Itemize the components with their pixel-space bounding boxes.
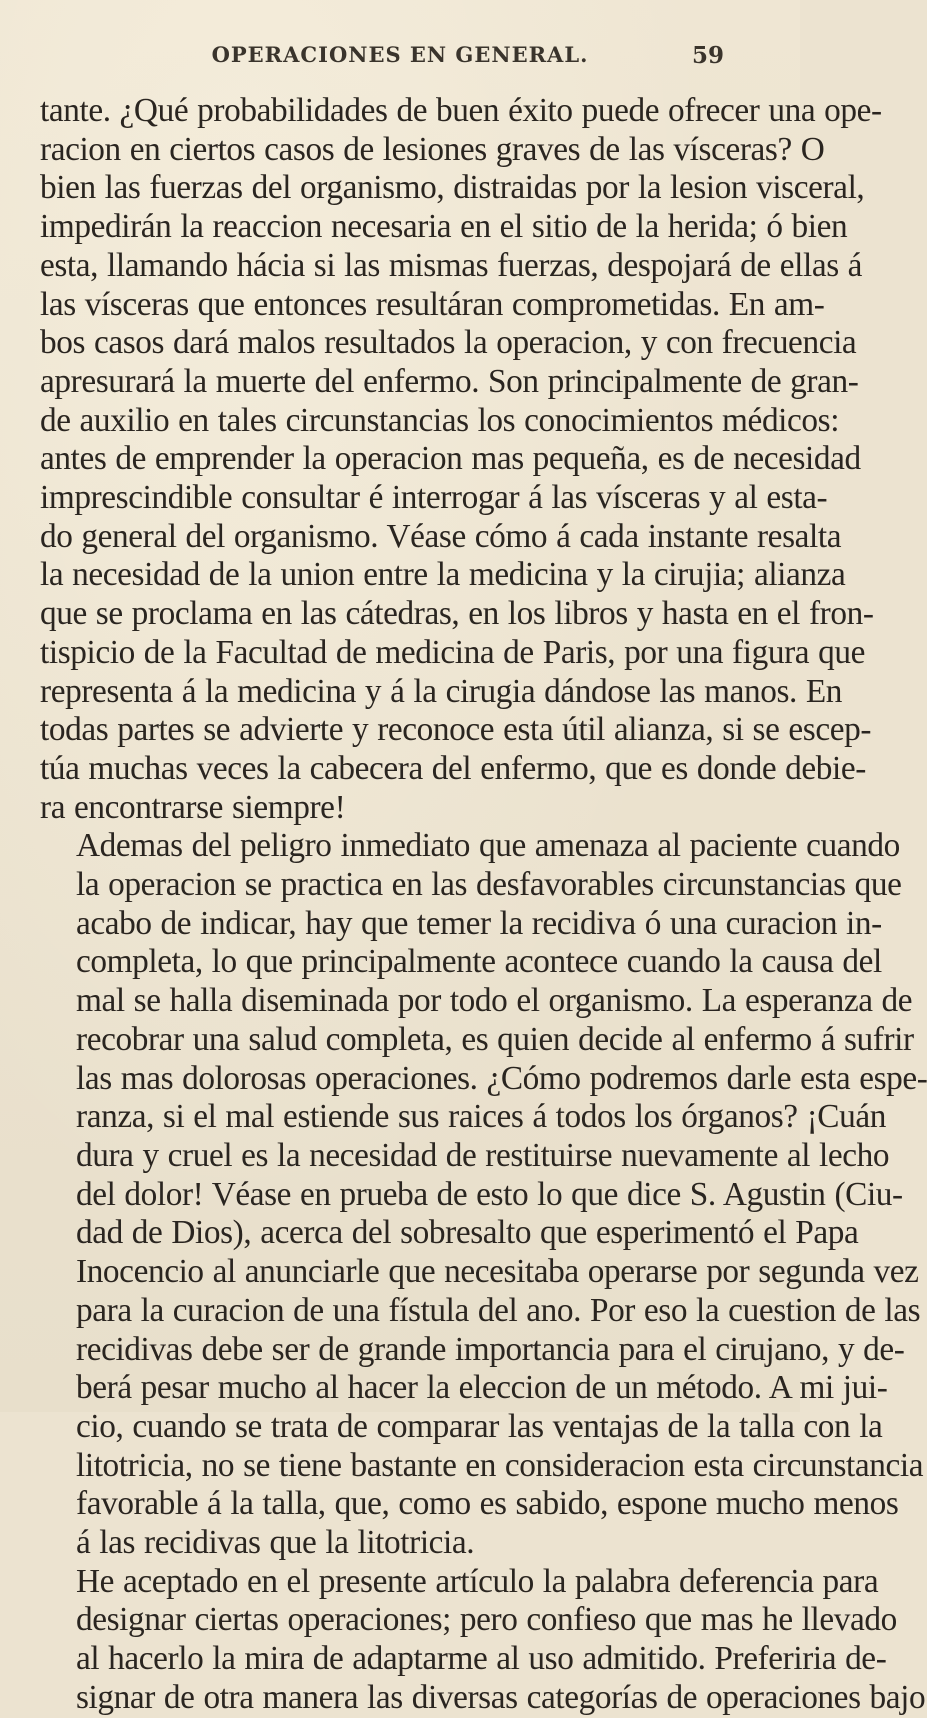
text-line: cio, cuando se trata de comparar las ventajas de la talla con la	[76, 1407, 883, 1445]
paragraph-1	[40, 92, 882, 827]
text-line: túa muchas veces la cabecera del enfermo, que es donde debie-	[40, 749, 866, 787]
text-line: tispicio de la Facultad de medicina de Paris, por una figura que	[40, 633, 865, 671]
text-line: al hacerlo la mira de adaptarme al uso admitido. Preferiria de-	[76, 1640, 887, 1678]
text-line: mal se halla diseminada por todo el organismo. La esperanza de	[76, 982, 913, 1020]
text-line: antes de emprender la operacion mas pequeña, es de necesidad	[40, 440, 861, 478]
text-line: favorable á la talla, que, como es sabido, espone mucho menos	[76, 1485, 899, 1523]
text-line: las vísceras que entonces resultáran comprometidas. En am-	[40, 285, 825, 323]
text-line: ranza, si el mal estiende sus raices á todos los órganos? ¡Cuán	[76, 1098, 886, 1136]
text-line: esta, llamando hácia si las mismas fuerzas, despojará de ellas á	[40, 246, 863, 284]
body-text	[40, 92, 927, 1718]
text-line: dad de Dios), acerca del sobresalto que esperimentó el Papa	[76, 1214, 859, 1252]
text-line: dura y cruel es la necesidad de restituirse nuevamente al lecho	[76, 1136, 890, 1174]
text-line: impedirán la reaccion necesaria en el sitio de la herida; ó bien	[40, 208, 848, 246]
text-line: Ademas del peligro inmediato que amenaza al paciente cuando	[76, 827, 900, 865]
text-line: que se proclama en las cátedras, en los libros y hasta en el fron-	[40, 595, 874, 633]
text-line: completa, lo que principalmente acontece cuando la causa del	[76, 943, 882, 981]
text-line: bos casos dará malos resultados la operacion, y con frecuencia	[40, 324, 857, 362]
text-line: racion en ciertos casos de lesiones graves de las vísceras? O	[40, 130, 825, 168]
text-line: acabo de indicar, hay que temer la recidiva ó una curacion in-	[76, 904, 882, 942]
paragraph-2	[40, 827, 927, 1562]
text-line: recobrar una salud completa, es quien decide al enfermo á sufrir	[76, 1020, 914, 1058]
text-line: ra encontrarse siempre!	[40, 788, 346, 826]
text-line: de auxilio en tales circunstancias los conocimientos médicos:	[40, 401, 840, 439]
text-line: apresurará la muerte del enfermo. Son principalmente de gran-	[40, 362, 859, 400]
text-line: Inocencio al anunciarle que necesitaba operarse por segunda vez	[76, 1253, 919, 1291]
running-title: OPERACIONES EN GENERAL.	[211, 42, 589, 67]
text-line: berá pesar mucho al hacer la eleccion de un método. A mi jui-	[76, 1369, 888, 1407]
running-head	[40, 42, 760, 72]
text-line: imprescindible consultar é interrogar á las vísceras y al esta-	[40, 479, 828, 517]
text-line: á las recidivas que la litotricia.	[76, 1524, 475, 1562]
text-line: representa á la medicina y á la cirugia dándose las manos. En	[40, 672, 843, 710]
text-line: do general del organismo. Véase cómo á cada instante resalta	[40, 517, 842, 555]
text-line: litotricia, no se tiene bastante en consideracion esta circunstancia	[76, 1446, 924, 1484]
text-line: signar de otra manera las diversas categorías de operaciones bajo	[76, 1678, 926, 1716]
text-line: tante. ¿Qué probabilidades de buen éxito puede ofrecer una ope-	[40, 92, 882, 129]
paragraph-3	[40, 1562, 926, 1718]
text-line: para la curacion de una fístula del ano. Por eso la cuestion de las	[76, 1291, 921, 1329]
page-number: 59	[691, 42, 724, 69]
text-line: todas partes se advierte y reconoce esta útil alianza, si se escep-	[40, 711, 872, 749]
text-line: recidivas debe ser de grande importancia para el cirujano, y de-	[76, 1330, 905, 1368]
text-line: del dolor! Véase en prueba de esto lo que dice S. Agustin (Ciu-	[76, 1175, 903, 1213]
text-line: la operacion se practica en las desfavorables circunstancias que	[76, 866, 902, 904]
text-line: bien las fuerzas del organismo, distraidas por la lesion visceral,	[40, 169, 865, 207]
text-line: He aceptado en el presente artículo la palabra deferencia para	[76, 1562, 879, 1600]
text-line: las mas dolorosas operaciones. ¿Cómo podremos darle esta espe-	[76, 1059, 927, 1097]
text-line: la necesidad de la union entre la medicina y la cirujia; alianza	[40, 556, 846, 594]
text-line: designar ciertas operaciones; pero confieso que mas he llevado	[76, 1601, 897, 1639]
